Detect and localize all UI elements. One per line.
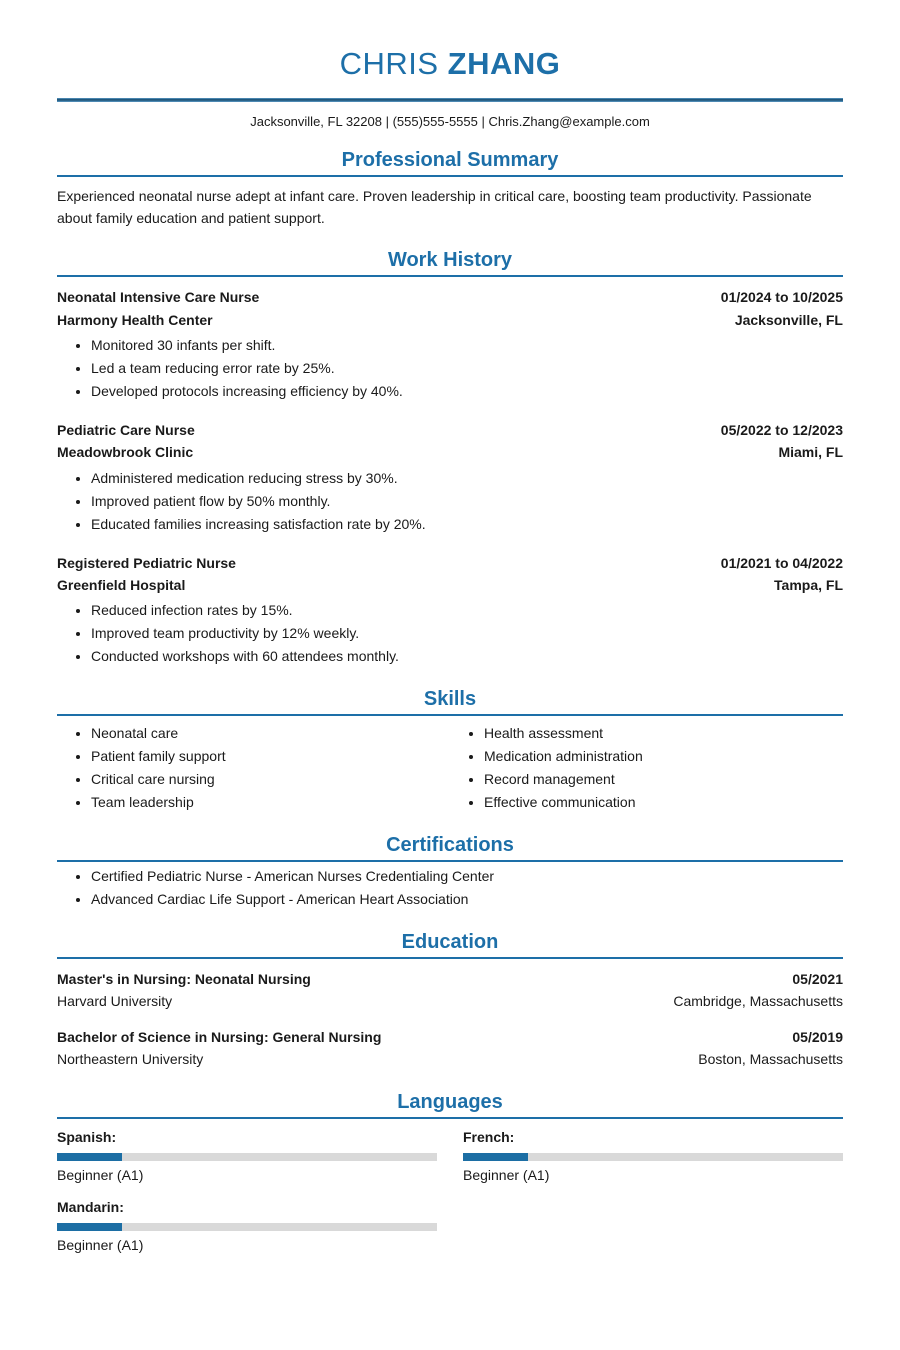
job-entry xyxy=(57,286,843,403)
education-entry xyxy=(57,1026,843,1071)
summary-divider xyxy=(57,175,843,177)
skill-item: • Effective communication xyxy=(484,791,843,814)
language-progress-fill xyxy=(57,1223,122,1231)
skill-item: • Medication administration xyxy=(484,745,843,768)
job-location: Jacksonville, FL xyxy=(734,311,843,328)
education-location: Cambridge, Massachusetts xyxy=(673,993,843,1010)
skills-column-left xyxy=(57,722,450,814)
job-header-row xyxy=(57,419,843,441)
certification-item: • Certified Pediatric Nurse - American Nurses Credentialing Center xyxy=(91,865,843,888)
contact-line: Jacksonville, FL 32208 | (555)555-5555 | Chris.Zhang@example.com xyxy=(250,114,650,129)
education-divider xyxy=(57,957,843,959)
education-school: Harvard University xyxy=(57,993,173,1010)
section-title-summary: Professional Summary xyxy=(341,149,559,171)
job-bullet: • Educated families increasing satisfaction rate by 20%. xyxy=(91,513,843,536)
section-title-education: Education xyxy=(401,931,499,954)
language-name: French: xyxy=(463,1128,515,1145)
job-subheader-row xyxy=(57,574,843,596)
education-school: Northeastern University xyxy=(57,1051,204,1068)
job-dates: 05/2022 to 12/2023 xyxy=(720,422,843,439)
job-location: Tampa, FL xyxy=(774,577,843,594)
job-bullet: • Led a team reducing error rate by 25%. xyxy=(91,357,843,380)
education-list xyxy=(57,968,843,1071)
language-name: Mandarin: xyxy=(57,1198,124,1215)
language-progress-track xyxy=(57,1223,437,1231)
job-bullet: • Improved patient flow by 50% monthly. xyxy=(91,490,843,513)
education-subheader-row xyxy=(57,1048,843,1070)
page-title xyxy=(57,46,843,82)
job-company: Meadowbrook Clinic xyxy=(57,444,194,461)
certifications-divider xyxy=(57,860,843,862)
language-progress-track xyxy=(463,1153,843,1161)
education-entry xyxy=(57,968,843,1013)
certification-list xyxy=(57,865,843,911)
education-subheader-row xyxy=(57,990,843,1012)
education-header-row xyxy=(57,1026,843,1048)
job-company: Greenfield Hospital xyxy=(57,577,186,594)
skill-item: • Patient family support xyxy=(91,745,450,768)
job-header-row xyxy=(57,286,843,308)
language-level: Beginner (A1) xyxy=(57,1236,144,1253)
job-company: Harmony Health Center xyxy=(57,311,213,328)
skills-column-right xyxy=(450,722,843,814)
education-date: 05/2021 xyxy=(792,971,843,988)
language-progress-fill xyxy=(57,1153,122,1161)
job-bullet: • Monitored 30 infants per shift. xyxy=(91,334,843,357)
job-subheader-row xyxy=(57,309,843,331)
language-entry xyxy=(57,1199,437,1253)
skill-item: • Record management xyxy=(484,768,843,791)
header-divider xyxy=(57,98,843,102)
language-list xyxy=(57,1129,843,1253)
job-location: Miami, FL xyxy=(778,444,843,461)
language-entry xyxy=(463,1129,843,1183)
language-progress-fill xyxy=(463,1153,528,1161)
job-bullet: • Developed protocols increasing efficiency by 40%. xyxy=(91,380,843,403)
job-bullets xyxy=(57,599,843,668)
job-role: Pediatric Care Nurse xyxy=(57,422,195,439)
education-degree: Bachelor of Science in Nursing: General Nursing xyxy=(57,1028,382,1045)
job-bullets xyxy=(57,334,843,403)
job-list xyxy=(57,286,843,668)
skills-divider xyxy=(57,714,843,716)
job-bullet: • Administered medication reducing stress by 30%. xyxy=(91,467,843,490)
language-level: Beginner (A1) xyxy=(57,1166,144,1183)
job-dates: 01/2021 to 04/2022 xyxy=(720,554,843,571)
section-title-skills: Skills xyxy=(423,688,477,711)
languages-divider xyxy=(57,1117,843,1119)
last-name: ZHANG xyxy=(447,46,561,81)
summary-text: Experienced neonatal nurse adept at infant care. Proven leadership in critical care, boosting team productivity. Passionate about family education and patient support. xyxy=(57,188,812,226)
language-name: Spanish: xyxy=(57,1128,117,1145)
education-header-row xyxy=(57,968,843,990)
language-progress-track xyxy=(57,1153,437,1161)
skill-item: • Critical care nursing xyxy=(91,768,450,791)
skill-item: • Team leadership xyxy=(91,791,450,814)
first-name: CHRIS xyxy=(339,46,439,81)
job-dates: 01/2024 to 10/2025 xyxy=(720,289,843,306)
job-role: Registered Pediatric Nurse xyxy=(57,554,236,571)
job-bullet: • Conducted workshops with 60 attendees monthly. xyxy=(91,645,843,668)
skill-item: • Neonatal care xyxy=(91,722,450,745)
job-subheader-row xyxy=(57,441,843,463)
section-title-work-history: Work History xyxy=(387,249,513,272)
job-entry xyxy=(57,552,843,669)
education-location: Boston, Massachusetts xyxy=(698,1051,843,1068)
job-bullet: • Improved team productivity by 12% weekly. xyxy=(91,622,843,645)
skills-columns xyxy=(57,722,843,814)
education-degree: Master's in Nursing: Neonatal Nursing xyxy=(57,971,311,988)
job-bullets xyxy=(57,467,843,536)
certification-item: • Advanced Cardiac Life Support - American Heart Association xyxy=(91,888,843,911)
section-title-certifications: Certifications xyxy=(386,834,514,857)
job-entry xyxy=(57,419,843,536)
language-entry xyxy=(57,1129,437,1183)
job-role: Neonatal Intensive Care Nurse xyxy=(57,289,260,306)
work-history-divider xyxy=(57,275,843,277)
education-date: 05/2019 xyxy=(792,1028,843,1045)
language-level: Beginner (A1) xyxy=(463,1166,550,1183)
job-bullet: • Reduced infection rates by 15%. xyxy=(91,599,843,622)
job-header-row xyxy=(57,552,843,574)
skill-item: • Health assessment xyxy=(484,722,843,745)
section-title-languages: Languages xyxy=(397,1090,503,1113)
